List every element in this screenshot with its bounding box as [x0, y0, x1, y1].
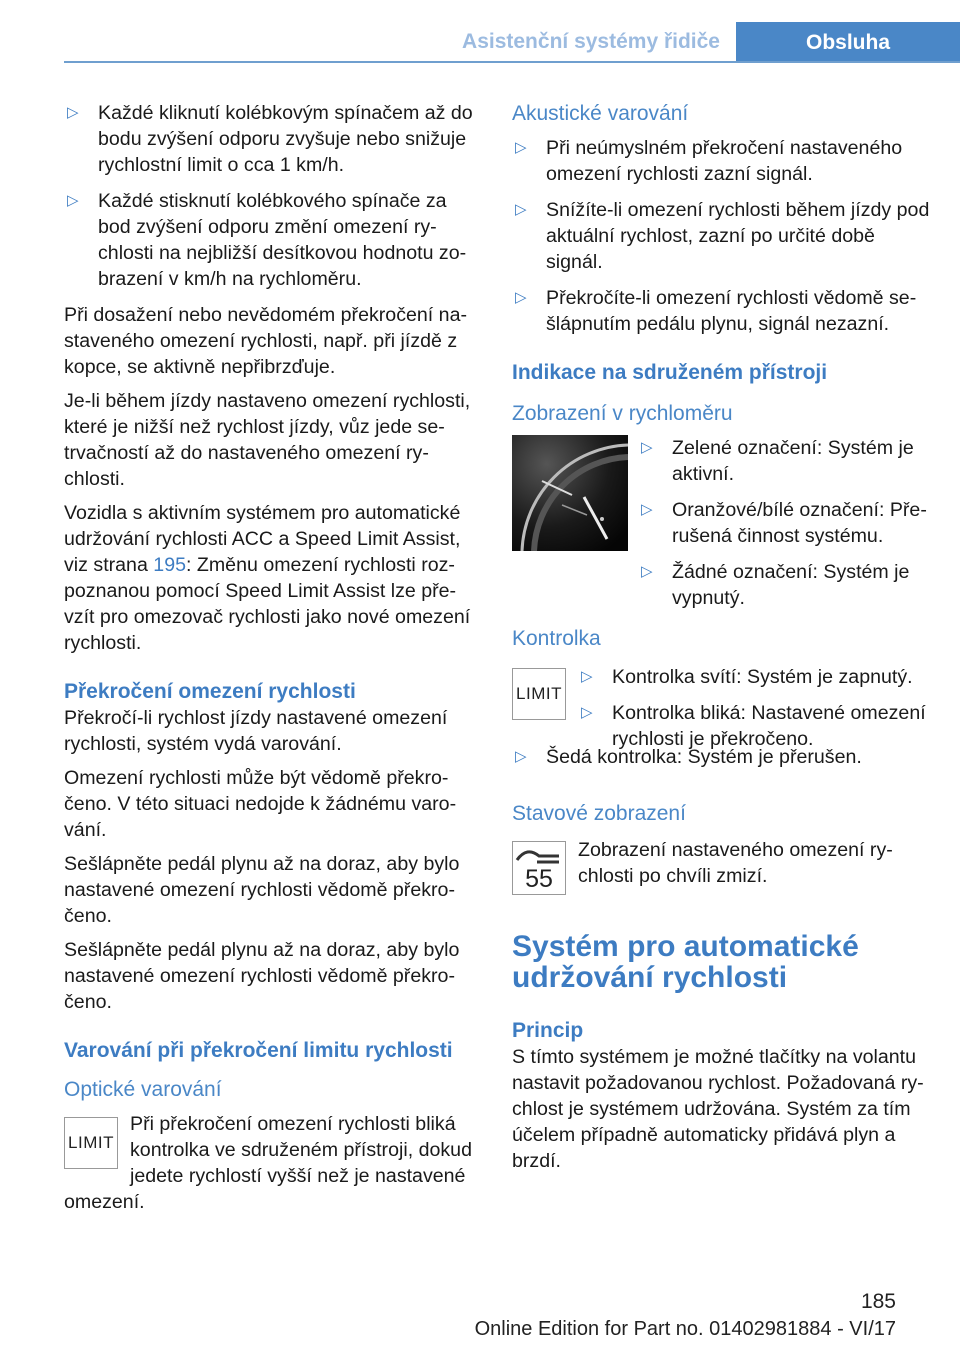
triangle-bullet-icon: ▷ — [515, 289, 527, 306]
lamp-legend — [578, 664, 932, 752]
heading-status-display: Stavové zobrazení — [512, 802, 686, 825]
heading-acoustic-warning: Akustické varování — [512, 102, 689, 125]
heading-speed-exceed: Překročení omezení rychlosti — [64, 680, 356, 703]
list-item: ▷ Oranžové/bílé označení: Pře-rušená činnost systému. — [641, 499, 927, 547]
triangle-bullet-icon: ▷ — [581, 668, 593, 685]
speedometer-image — [512, 435, 628, 556]
paragraph: Omezení rychlosti může být vědomě překro-čeno. V této situaci nedojde k žádnému varo-vání. — [64, 767, 457, 841]
header-tab: Obsluha — [736, 22, 960, 63]
optical-warning-block — [64, 1111, 480, 1223]
triangle-bullet-icon: ▷ — [581, 704, 593, 721]
status-block — [512, 837, 932, 909]
triangle-bullet-icon: ▷ — [515, 201, 527, 218]
heading-cruise-control: Systém pro automatické udržování rychlosti — [512, 930, 859, 994]
heading-indicator-lamp: Kontrolka — [512, 627, 601, 650]
edition-footer: Online Edition for Part no. 01402981884 - VI/17 — [474, 1318, 896, 1340]
heading-limit-warning: Varování při překročení limitu rychlosti — [64, 1039, 453, 1062]
list-item: ▷ Překročíte-li omezení rychlosti vědomě se-šlápnutím pedálu plynu, signál nezazní. — [515, 287, 917, 335]
heading-speedometer-display: Zobrazení v rychloměru — [512, 402, 733, 425]
triangle-bullet-icon: ▷ — [515, 139, 527, 156]
triangle-bullet-icon: ▷ — [67, 104, 79, 121]
paragraph: Je-li během jízdy nastaveno omezení rychlosti, které je nižší než rychlost jízdy, vůz jede se-trvačností až do nastaveného omezení ry-chlosti. — [64, 390, 471, 490]
list-item: ▷ Šedá kontrolka: Systém je přerušen. — [515, 746, 862, 768]
paragraph: Sešlápněte pedál plynu až na doraz, aby bylo nastavené omezení rychlosti vědomě překro-čeno. — [64, 939, 460, 1013]
triangle-bullet-icon: ▷ — [641, 563, 653, 580]
triangle-bullet-icon: ▷ — [641, 501, 653, 518]
right-column — [512, 100, 932, 1182]
list-item: ▷ Každé kliknutí kolébkovým spínačem až do bodu zvýšení odporu zvyšuje nebo snižuje rychlostní limit o cca 1 km/h. — [67, 102, 473, 176]
triangle-bullet-icon: ▷ — [67, 192, 79, 209]
paragraph: Překročí-li rychlost jízdy nastavené omezení rychlosti, systém vydá varování. — [64, 707, 448, 755]
list-item: ▷ Kontrolka bliká: Nastavené omezení rychlosti je překročeno. — [581, 702, 926, 750]
heading-principle: Princip — [512, 1019, 584, 1042]
paragraph: S tímto systémem je možné tlačítky na volantu nastavit požadovanou rychlost. Požadovaná ry-chlost je systémem udržována. Systém za tím účelem případně automaticky přidává plyn a brzdí. — [512, 1046, 924, 1172]
status-description: Zobrazení nastaveného omezení ry-chlosti po chvíli zmizí. — [578, 839, 893, 887]
header-divider — [64, 61, 960, 63]
heading-optical-warning: Optické varování — [64, 1078, 222, 1101]
page-number: 185 — [860, 1290, 896, 1313]
speedometer-legend — [638, 435, 932, 611]
speed-limit-status-icon — [512, 841, 566, 895]
paragraph: Při dosažení nebo nevědomém překročení na-staveného omezení rychlosti, např. při jízdě z kopce, se aktivně nepřibrzďuje. — [64, 304, 467, 378]
list-item: ▷ Každé stisknutí kolébkového spínače za bod zvýšení odporu změní omezení ry-chlosti na nejbližší desítkovou hodnotu zo-brazení v km/h na rychloměru. — [67, 190, 467, 290]
heading-cluster-indication: Indikace na sdruženém přístroji — [512, 361, 828, 384]
left-column — [64, 100, 480, 1223]
page-link[interactable]: 195 — [153, 554, 186, 576]
paragraph: Při překročení omezení rychlosti bliká kontrolka ve sdruženém přístroji, dokud jedete rychlostí vyšší než je nastavené omezení. — [64, 1113, 472, 1213]
limit-indicator-icon: LIMIT — [512, 668, 566, 720]
list-item: ▷ Zelené označení: Systém je aktivní. — [641, 437, 914, 485]
list-item: ▷ Kontrolka svítí: Systém je zapnutý. — [581, 666, 913, 688]
triangle-bullet-icon: ▷ — [641, 439, 653, 456]
triangle-bullet-icon: ▷ — [515, 748, 527, 765]
status-icon-number: 55 — [525, 865, 553, 893]
list-item: ▷ Žádné označení: Systém je vypnutý. — [641, 561, 910, 609]
limit-indicator-icon: LIMIT — [64, 1117, 118, 1169]
speedometer-block — [512, 435, 932, 615]
list-item: ▷ Při neúmyslném překročení nastaveného omezení rychlosti zazní signál. — [515, 137, 903, 185]
lamp-block — [512, 664, 932, 750]
paragraph: Sešlápněte pedál plynu až na doraz, aby bylo nastavené omezení rychlosti vědomě překro-čeno. — [64, 853, 460, 927]
header-section-title: Asistenční systémy řidiče — [462, 30, 720, 53]
list-item: ▷ Snížíte-li omezení rychlosti během jízdy pod aktuální rychlost, zazní po určité době signál. — [515, 199, 930, 273]
paragraph: Vozidla s aktivním systémem pro automatické udržování rychlosti ACC a Speed Limit Assist, viz strana 195: Změnu omezení rychlosti roz-poznanou pomocí Speed Limit Assist lze pře-vzít pro omezovač rychlosti jako nové omezení rychlosti. — [64, 502, 471, 654]
